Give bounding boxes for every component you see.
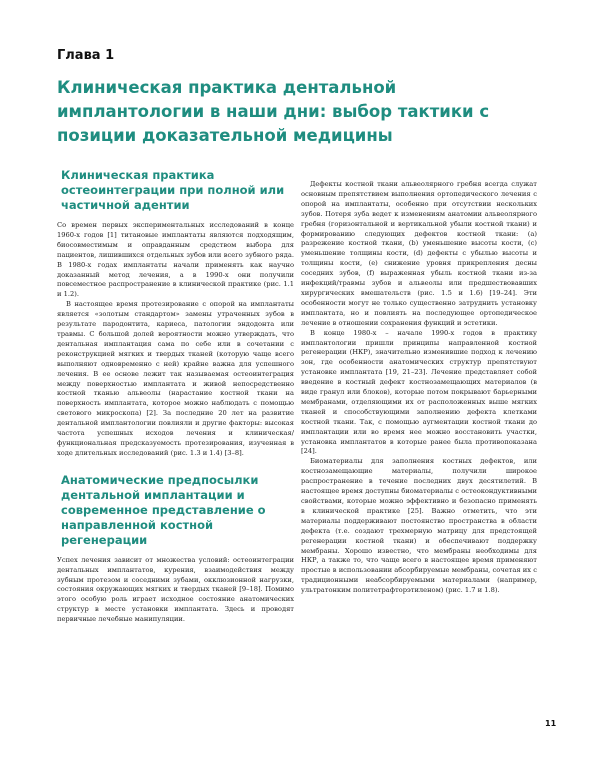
chapter-title: Клиническая практика дентальной имплантологии в наши дни: выбор тактики с позиции доказательной медицины: [57, 78, 490, 145]
paragraph: В настоящее время протезирование с опорой на имплантаты является «золотым стандартом» замены утраченных зубов в результате пародонтита, кариеса, патологии эндодонта или травмы. С большой долей вероятности можно утверждать, что дентальная имплантация сама по себе или в сочетании с реконструкцией мягких и твердых тканей (которую чаще всего выполняют одновременно с ней) крайне важна для успешного лечения. В ее основе лежит так называемая остеоинтеграция между поверхностью имплантата и живой непосредственно костной тканью альвеолы (нарастание костной ткани на поверхность имплантата, которое можно наблюдать с помощью светового микроскопа) [2]. За последние 20 лет на развитие дентальной имплантологии повлияли и другие факторы: высокая частота успешных исходов лечения и клиническая/функциональная предсказуемость протезирования, изученная в ходе длительных исследований (рис. 1.3 и 1.4) [3–8].: [57, 300, 294, 457]
left-column: [57, 168, 294, 625]
section-heading-anatomy: Анатомические предпосылки дентальной имплантации и современное представление о направленной костной регенерации: [61, 472, 266, 547]
chapter-label: Глава 1: [57, 48, 115, 63]
right-column: [301, 180, 537, 596]
section-gap: [57, 459, 294, 473]
paragraph: В конце 1980-х – начале 1990-х годов в практику имплантологии пришли принципы направленной костной регенерации (НКР), значительно изменившие подход к лечению зон, где особенности анатомических структур препятствуют установке имплантата [19, 21–23]. Лечение представляет собой введение в костный дефект костнозамещающих материалов (в виде гранул или блоков), которые потом покрывают барьерными мембранами, отделяющими их от расположенных выше мягких тканей и способствующими заполнению дефекта клетками костной ткани. Так, с помощью аугментации костной ткани до имплантации или во время нее можно восстановить участки, установка имплантатов в которые ранее была противопоказана [24].: [301, 328, 537, 456]
section-heading-osseointegration: Клиническая практика остеоинтеграции при полной или частичной адентии: [61, 168, 285, 212]
page-number: 11: [545, 719, 557, 728]
paragraph: Со времен первых экспериментальных исследований в конце 1960-х годов [1] титановые имплантаты являются подходящим, биосовместимым и оправданным средством выбора для пациентов, лишившихся отдельных зубов или всего зубного ряда. В 1980-х годах имплантаты начали применять как научно доказанный метод лечения, а в 1990-х они получили повсеместное распространение в клинической практике (рис. 1.1 и 1.2).: [57, 221, 294, 299]
paragraph: Биоматериалы для заполнения костных дефектов, или костнозамещающие материалы, получили широкое распространение в течение последних двух десятилетий. В настоящее время доступны биоматериалы с остеокондуктивными свойствами, которые можно эффективно и безопасно применять в клинической практике [25]. Важно отметить, что эти материалы поддерживают постоянство пространства в области дефекта (т.е. создают трехмерную матрицу для предстоящей регенерации костной ткани) и обеспечивают поддержку мембраны. Хорошо известно, что мембраны необходимы для НКР, а также то, что чаще всего в настоящее время применяют простые в использовании абсорбируемые мембраны, сочетая их с традиционными неабсорбируемыми материалами (например, ультратонким политетрафторэтиленом) (рис. 1.7 и 1.8).: [301, 457, 537, 595]
paragraph: Успех лечения зависит от множества условий: остеоинтеграции дентальных имплантатов, курения, взаимодействия между зубным протезом и соседними зубами, окклюзионной нагрузки, состояния окружающих мягких и твердых тканей [9–18]. Помимо этого особую роль играет исходное состояние анатомических структур в месте установки имплантата. Здесь и проводят первичные лечебные манипуляции.: [57, 555, 294, 624]
paragraph: Дефекты костной ткани альвеолярного гребня всегда служат основным препятствием выполнения ортопедического лечения с опорой на имплантаты, особенно при отсутствии нескольких зубов. Потеря зуба ведет к изменениям анатомии альвеолярного гребня (горизонтальной и вертикальной убыли костной ткани) и формированию следующих дефектов костной ткани: (а) разрежение костной ткани, (b) уменьшение высоты кости, (с) уменьшение толщины кости, (d) дефекты с убылью высоты и толщины кости, (e) снижение уровня прикрепления десны соседних зубов, (f) выраженная убыль костной ткани из-за инфекций/травмы зубов и альвеолы или предшествовавших хирургических вмешательств (рис. 1.5 и 1.6) [19–24]. Эти особенности могут не только существенно затруднить установку имплантата, но и повлиять на последующее ортопедическое лечение в отношении сохранения функций и эстетики.: [301, 180, 537, 327]
